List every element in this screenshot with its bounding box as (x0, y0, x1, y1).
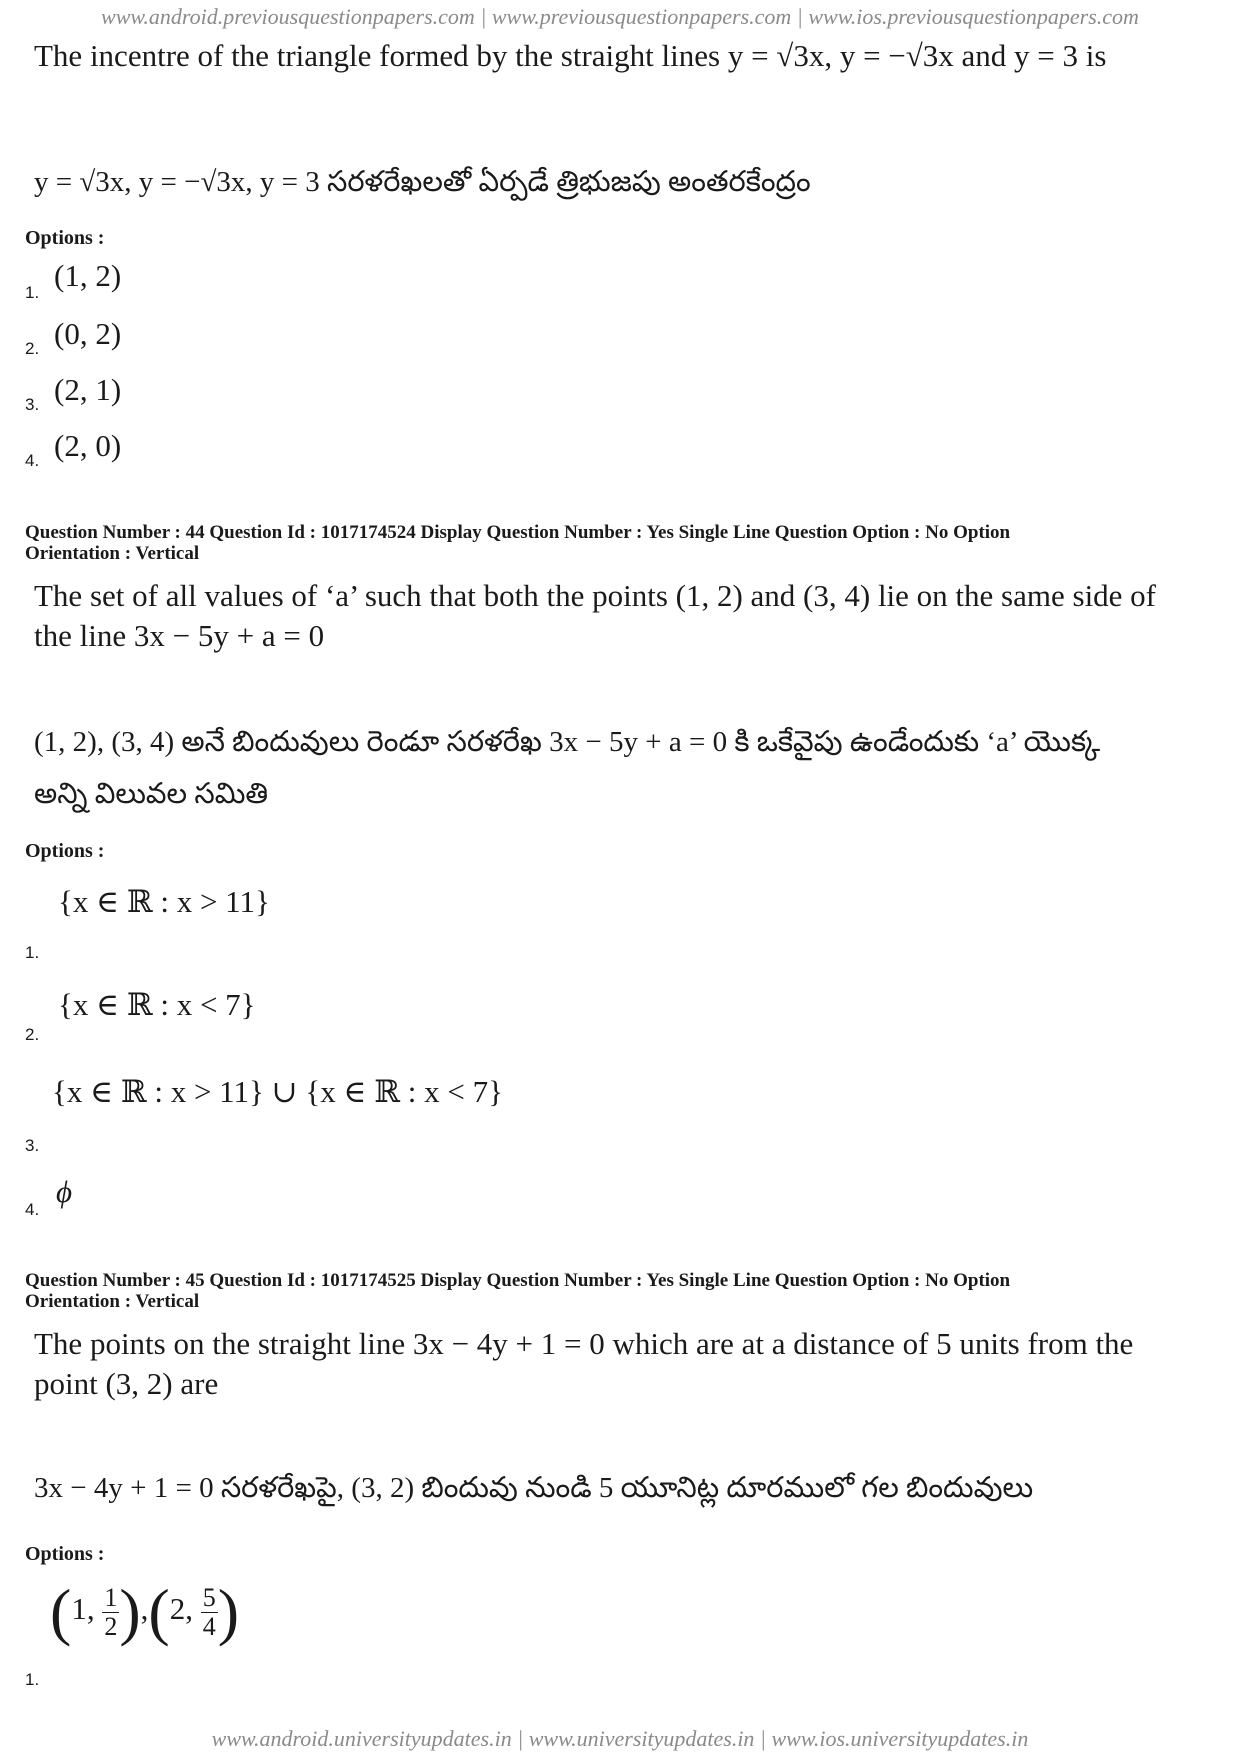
q44-option-4-number: 4. (25, 1200, 40, 1219)
q43-option-1-value: (1, 2) (54, 258, 122, 293)
q44-meta-line-2: Orientation : Vertical (25, 543, 200, 564)
q45-meta-line-2: Orientation : Vertical (25, 1291, 200, 1312)
q44-options-heading: Options : (25, 840, 105, 862)
fraction-numerator: 1 (104, 1582, 118, 1612)
fraction-denominator: 4 (202, 1611, 216, 1641)
q43-text-english: The incentre of the triangle formed by the straight lines y = √3x, y = −√3x and y = 3 is (34, 38, 1107, 73)
q44-text-english-1: The set of all values of ‘a’ such that both the points (1, 2) and (3, 4) lie on the same side of (34, 578, 1157, 613)
watermark-top: www.android.previousquestionpapers.com | www.previousquestionpapers.com | www.ios.previousquestionpapers.com (101, 4, 1139, 29)
q45-option-1-fraction-1 (102, 1584, 119, 1641)
q43-option-2-number: 2. (25, 339, 40, 358)
q45-option-1-fraction-2 (201, 1584, 218, 1641)
watermark-bottom: www.android.universityupdates.in | www.universityupdates.in | www.ios.universityupdates.in (211, 1726, 1029, 1751)
q44-option-3-value: {x ∈ ℝ : x > 11} ∪ {x ∈ ℝ : x < 7} (52, 1074, 503, 1109)
q44-option-2-number: 2. (25, 1025, 40, 1044)
q45-text-telugu: 3x − 4y + 1 = 0 సరళరేఖపై, (3, 2) బిందువు నుండి 5 యూనిట్ల దూరములో గల బిందువులు (34, 1472, 1034, 1504)
q44-meta-line-1: Question Number : 44 Question Id : 1017174524 Display Question Number : Yes Single Line Question Option : No Option (25, 522, 1011, 543)
q45-options-heading: Options : (25, 1543, 105, 1565)
q44-option-4-value: ϕ (56, 1174, 73, 1209)
fraction-numerator: 5 (202, 1582, 216, 1612)
q43-text-telugu: y = √3x, y = −√3x, y = 3 సరళరేఖలతో ఏర్పడే త్రిభుజపు అంతరకేంద్రం (34, 166, 811, 198)
q45-text-english-2: point (3, 2) are (34, 1366, 219, 1401)
q45-meta-line-1: Question Number : 45 Question Id : 1017174525 Display Question Number : Yes Single Line Question Option : No Option (25, 1270, 1011, 1291)
q43-option-3-number: 3. (25, 395, 40, 414)
q43-option-4-value: (2, 0) (54, 428, 122, 463)
q43-option-4-number: 4. (25, 451, 40, 470)
q45-option-1-value: (1, $\frac{1}{2}$ ),(2, $\frac{5}{4}$ ) (50, 1576, 239, 1647)
fraction-denominator: 2 (104, 1611, 118, 1641)
q43-option-2-value: (0, 2) (54, 316, 122, 351)
q44-text-telugu-1: (1, 2), (3, 4) అనే బిందువులు రెండూ సరళరేఖ 3x − 5y + a = 0 కి ఒకేవైపు ఉండేందుకు ‘a’ యొక్క (34, 726, 1101, 758)
q44-option-2-value: {x ∈ ℝ : x < 7} (58, 987, 256, 1022)
q44-text-english-2: the line 3x − 5y + a = 0 (34, 618, 325, 653)
q45-text-english-1: The points on the straight line 3x − 4y + 1 = 0 which are at a distance of 5 units from the (34, 1326, 1134, 1361)
q44-option-3-number: 3. (25, 1136, 40, 1155)
q44-text-telugu-2: అన్ని విలువల సమితి (34, 778, 269, 810)
q45-option-1-point2-x: 2, (169, 1591, 193, 1627)
q44-option-1-number: 1. (25, 943, 40, 962)
q43-option-3-value: (2, 1) (54, 372, 122, 407)
q43-options-heading: Options : (25, 227, 105, 249)
q44-option-1-value: {x ∈ ℝ : x > 11} (58, 884, 270, 919)
q45-option-1-number: 1. (25, 1670, 40, 1689)
q45-option-1-point1-x: 1, (71, 1591, 95, 1627)
q43-option-1-number: 1. (25, 283, 40, 302)
